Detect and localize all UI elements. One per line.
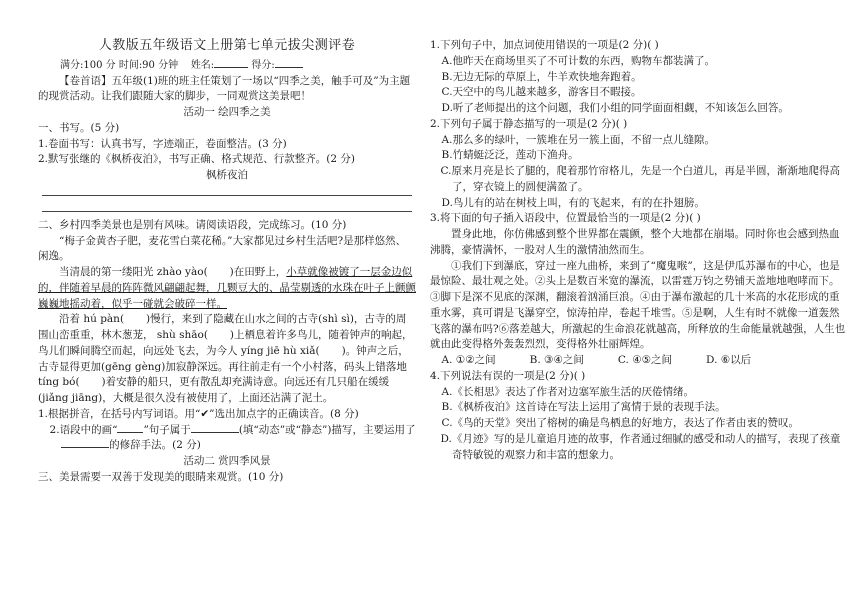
question-4-option-b[interactable]: B.《枫桥夜泊》这首诗在写法上运用了寓情于景的表现手法。 [441,401,726,414]
question-2-option-c[interactable]: C.原来月亮是长了腿的，爬着那竹帘格儿，先是一个白道儿，再是半圆，渐渐地爬得高了，穿衣镜上的圆便满盈了。 [440,165,840,193]
sub-question-1: 1.根据拼音，在括号内写词语。用“✔”选出加点字的正确读音。(8 分) [38,407,359,420]
answer-blank[interactable] [61,447,109,448]
question-4: 4.下列说法有误的一项是(2 分)( ) [430,369,586,382]
passage-text: 沿着 hú pàn( [59,313,125,326]
question-text: ”句子属于 [143,423,191,436]
question-4-option-d[interactable]: D.《月迹》写的是儿童追月迹的故事，作者通过细腻的感受和动人的描写，表现了孩童奇特敏锐的观察力和丰富的想象力。 [440,432,841,461]
question-2-option-a[interactable]: A.那么多的绿叶，一簇堆在另一簇上面，不留一点儿缝隙。 [441,133,715,146]
answer-blank[interactable] [191,432,239,433]
question-3: 3.将下面的句子插入语段中，位置最恰当的一项是(2 分)( ) [430,212,701,225]
passage-paragraph-1: “梅子金黄杏子肥，麦花雪白菜花稀。”大家都见过乡村生活吧?是那样悠然、闲逸。 [38,234,407,263]
activity-one-heading: 活动一 绘四季之美 [183,106,271,118]
question-1-option-a[interactable]: A.他昨天在商场里买了不可计数的东西，购物车都装满了。 [441,54,715,67]
name-blank[interactable] [214,67,248,68]
passage-text: )慢行，来到了隐藏在山水之间的古寺(shì sì)，古寺的周围山峦重重，林木葱茏， shù shāo( [38,313,407,341]
passage-text: )在田野上， [229,266,287,278]
left-column [38,0,416,486]
writing-line-2[interactable] [42,202,412,212]
section-one-heading: 一、书写。(5 分) [38,121,120,134]
question-4-option-a[interactable]: A.《长相思》表达了作者对边塞军旅生活的厌倦情绪。 [441,385,694,398]
question-1-option-c[interactable]: C.天空中的鸟儿越来越多，游客目不暇接。 [441,86,642,99]
right-column [430,38,848,463]
question-3-option-c[interactable]: C. ④⑤之间 [617,354,673,366]
score-blank[interactable] [275,67,303,68]
passage-paragraph-2 [38,265,416,312]
question-text: 的修辞手法。(2 分) [109,439,201,452]
score-label: 得分: [251,59,275,71]
question-1-option-b[interactable]: B.无边无际的草原上，牛羊欢快地奔跑着。 [441,70,642,83]
writing-line-1[interactable] [42,186,412,196]
question-1: 1.下列句子中，加点词使用错误的一项是(2 分)( ) [430,39,659,51]
preface: 【卷首语】五年级(1)班的班主任策划了一场以“四季之美，触手可及”为主题的现赏活动。让我们跟随大家的脚步，一同观赏这美景吧！ [38,74,411,103]
section-one-item-2: 2.默写张继的《枫桥夜泊》，书写正确、格式规范、行款整齐。(2 分) [38,153,355,166]
question-2: 2.下列句子属于静态描写的一项是(2 分)( ) [430,117,628,130]
question-3-sentence: 置身此地，你仿佛感到整个世界都在震颤，整个大地都在崩塌。同时你也会感到热血沸腾，豪情满怀，一股对人生的激情油然而生。 [430,228,840,256]
exam-meta [60,58,416,73]
question-3-option-b[interactable]: B. ③④之间 [529,354,584,366]
question-text: 2.语段中的画“ [49,423,118,436]
passage-text: )上栖息着许多鸟儿，随着钟声的响起，鸟儿们瞬间腾空而起，向远处飞去，为今人 yíng jiē hù xiǎ( [38,329,413,357]
question-3-passage: ①我们下到瀑底，穿过一座九曲桥，来到了“魔鬼喉”，这是伊瓜苏瀑布的中心，也是最惊险、最壮观之处。②头上是数百米宽的瀑流，以雷霆万钧之势铺天盖地地咆哮而下。③脚下是深不见底的深渊，翻滚着汹涌巨浪。④由于瀑布激起的几十米高的水花形成的重重水雾，真可谓是飞瀑穿空，惊涛拍岸，卷起千堆雪。⑤是啊，人生有时不就像一道轰然飞落的瀑布吗?⑥落差越大，所激起的生命浪花就越高，所释放的生命能量就越强，人生也就由此变得格外轰轰烈烈，变得格外壮丽辉煌。 [430,259,846,351]
question-3-option-a[interactable]: A. ①②之间 [441,354,496,366]
question-2-option-b[interactable]: B.竹蜻蜓泛泛，莲动下渔舟。 [441,149,579,162]
marked-sentence: 小草就像被镀了一层金边似的，伴随着早晨的阵阵微风翩翩起舞，几颗豆大的、晶莹剔透的水珠在叶子上颤颤巍巍地摇动着，似乎一碰就会破碎一样。 [38,266,416,310]
question-3-options [430,353,848,369]
sub-question-2 [38,423,416,455]
passage-text: )。钟声之后，古寺显得更加(gēng gèng)加寂静深远。再往前走有一个小村落，码头上错落地 tíng bó( [38,344,409,389]
activity-two-heading: 活动二 赏四季风景 [183,455,271,467]
passage-text: 当清晨的第一缕阳光 zhào yào( [59,266,208,278]
passage-paragraph-3 [38,312,416,407]
underline-sample [117,432,143,433]
exam-title: 人教版五年级语文上册第七单元拔尖测评卷 [98,38,356,53]
poem-title: 枫桥夜泊 [206,169,248,181]
question-text: (填“动态”或“静态”)描写，主要运用了 [238,423,416,436]
question-3-option-d[interactable]: D. ⑥以后 [706,354,752,366]
passage-text: )着安静的船只，更有散乱却充满诗意。向远还有几只船在缓缓(jiǎng jiāng)，大概是很久没有被使用了，上面还沾满了泥土。 [38,376,390,404]
exam-full-score: 满分:100 分 时间:90 分钟 [60,59,179,71]
name-label: 姓名: [190,59,215,71]
section-one-item-1: 1.卷面书写：认真书写，字迹端正，卷面整洁。(3 分) [38,137,287,150]
section-two-heading: 二、乡村四季美景也是别有风味。请阅读语段，完成练习。(10 分) [38,218,347,231]
question-2-option-d[interactable]: D.鸟儿有的站在树枝上叫，有的飞起来，有的在扑翅膀。 [441,196,705,209]
question-4-option-c[interactable]: C.《鸟的天堂》突出了榕树的确是鸟栖息的好地方，表达了作者由衷的赞叹。 [441,417,800,429]
question-1-option-d[interactable]: D.听了老师提出的这个问题，我们小组的同学面面相觑，不知该怎么回答。 [441,102,789,114]
section-three-heading: 三、美景需要一双善于发现美的眼睛来观赏。(10 分) [38,470,284,483]
